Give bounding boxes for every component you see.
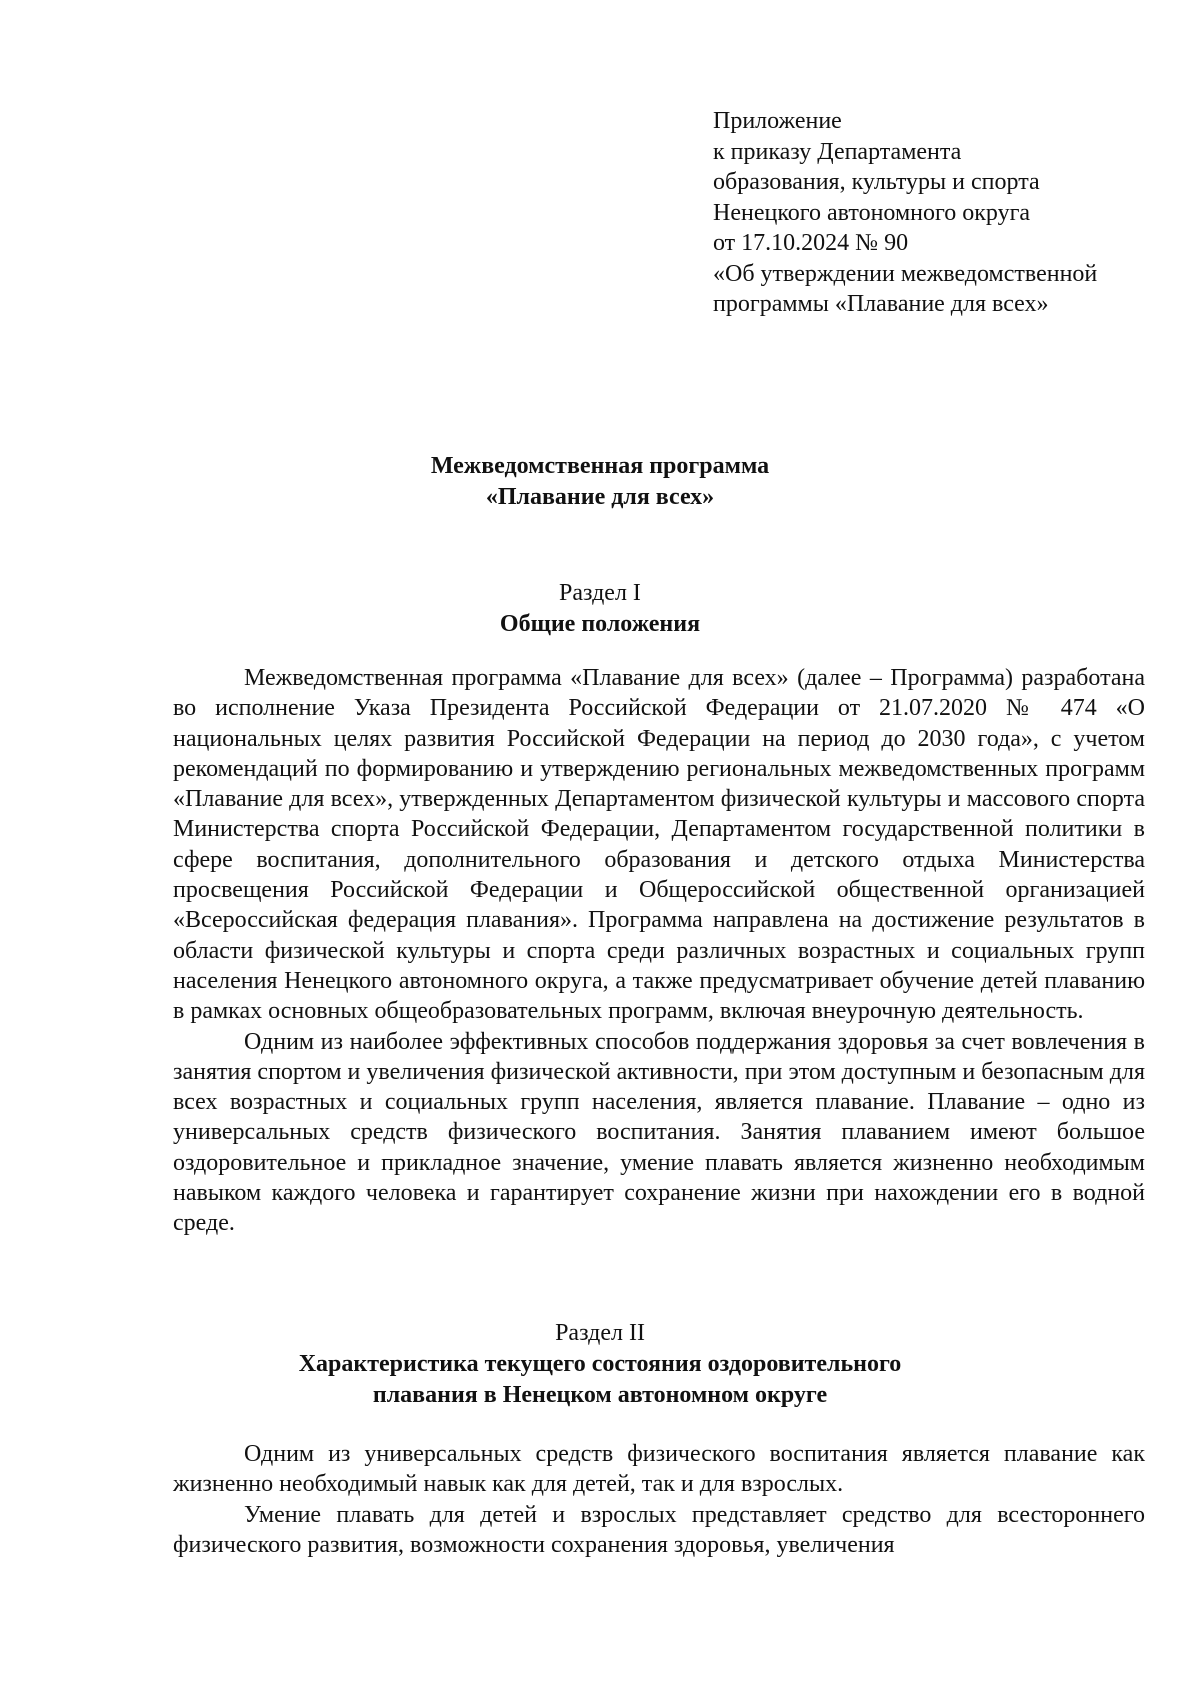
section-1-body: [173, 663, 1145, 1239]
document-title-line-1: Межведомственная программа: [430, 453, 770, 479]
appendix-line: Ненецкого автономного округа: [713, 199, 1031, 226]
section-2-heading-line-1: Характеристика текущего состояния оздоровительного: [298, 1351, 902, 1377]
paragraph: Одним из универсальных средств физического воспитания является плавание как жизненно необходимый навык как для детей, так и для взрослых.: [173, 1441, 1145, 1498]
appendix-line: «Об утверждении межведомственной: [713, 260, 1098, 287]
appendix-line: программы «Плавание для всех»: [713, 291, 1049, 317]
section-2-body: [173, 1439, 1145, 1560]
document-title-line-2: «Плавание для всех»: [485, 484, 715, 510]
section-1-heading: Общие положения: [499, 611, 701, 637]
appendix-line: образования, культуры и спорта: [713, 169, 1040, 195]
appendix-line: к приказу Департамента: [713, 138, 962, 165]
section-2-label: Раздел II: [555, 1320, 645, 1346]
appendix-line: Приложение: [713, 108, 842, 134]
section-1-label: Раздел I: [559, 580, 641, 606]
appendix-line: от 17.10.2024 № 90: [713, 230, 909, 256]
appendix-block: [713, 106, 1153, 320]
paragraph: Одним из наиболее эффективных способов поддержания здоровья за счет вовлечения в занятия спортом и увеличения физической активности, при этом доступным и безопасным для всех возрастных и социальных групп населения, является плавание. Плавание – одно из универсальных средств физического воспитания. Занятия плаванием имеют большое оздоровительное и прикладное значение, умение плавать является жизненно необходимым навыком каждого человека и гарантирует сохранение жизни при нахождении его в водной среде.: [173, 1028, 1145, 1237]
paragraph: Умение плавать для детей и взрослых представляет средство для всестороннего физического развития, возможности сохранения здоровья, увеличения: [173, 1501, 1145, 1558]
paragraph: Межведомственная программа «Плавание для всех» (далее – Программа) разработана во исполнение Указа Президента Российской Федерации от 21.07.2020 № 474 «О национальных целях развития Российской Федерации на период до 2030 года», с учетом рекомендаций по формированию и утверждению региональных межведомственных программ «Плавание для всех», утвержденных Департаментом физической культуры и массового спорта Министерства спорта Российской Федерации, Департаментом государственной политики в сфере воспитания, дополнительного образования и детского отдыха Министерства просвещения Российской Федерации и Общероссийской общественной организацией «Всероссийская федерация плавания». Программа направлена на достижение результатов в области физической культуры и спорта среди различных возрастных и социальных групп населения Ненецкого автономного округа, а также предусматривает обучение детей плаванию в рамках основных общеобразовательных программ, включая внеурочную деятельность.: [173, 665, 1145, 1025]
section-2-heading-line-2: плавания в Ненецком автономном округе: [372, 1382, 828, 1408]
